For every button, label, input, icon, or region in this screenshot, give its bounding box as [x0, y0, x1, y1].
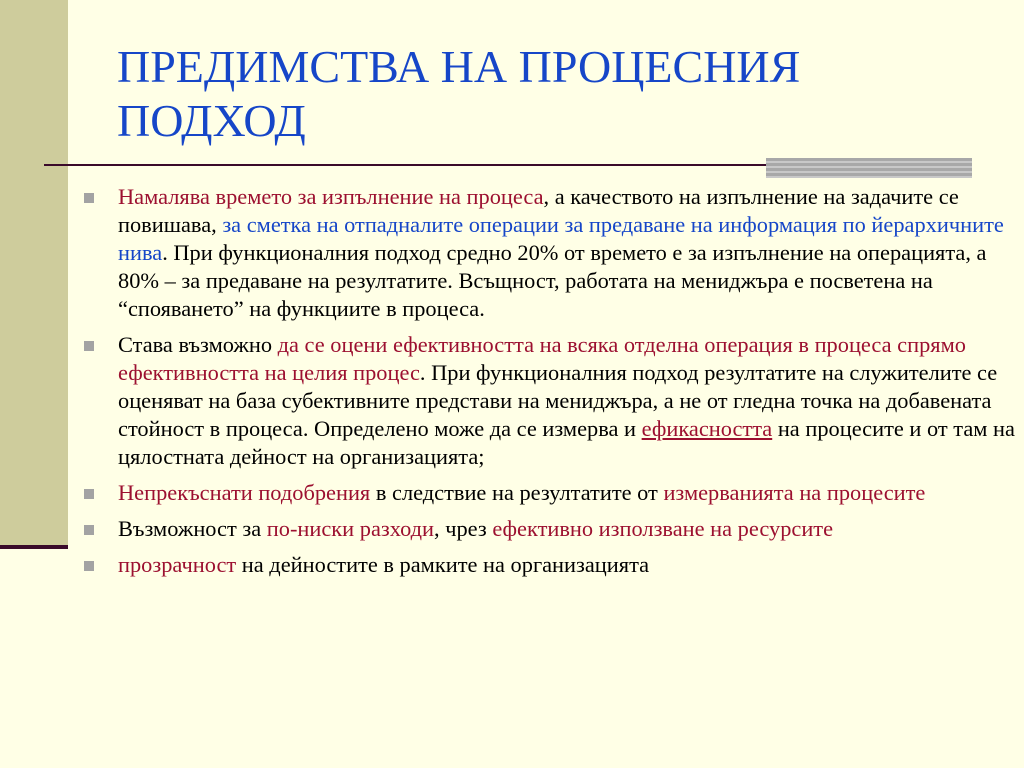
bullet-1-text: , а качеството на изпълнение на задачите се повишава, [118, 184, 959, 237]
square-bullet-icon [84, 525, 94, 535]
square-bullet-icon [84, 341, 94, 351]
bullet-5-highlight: прозрачност [118, 552, 237, 577]
bullet-4-text-2: , чрез [434, 516, 493, 541]
side-decor-band [0, 0, 68, 548]
square-bullet-icon [84, 561, 94, 571]
bullet-4-text: Възможност за [118, 516, 267, 541]
bullet-2-text-3: на процесите и от там на цялостната дейност на организацията; [118, 416, 1015, 469]
square-bullet-icon [84, 489, 94, 499]
bullet-list [82, 183, 1017, 587]
bullet-1-highlight: Намалява времето за изпълнение на процеса [118, 184, 544, 209]
bullet-2-highlight: да се оцени ефективността на всяка отделна операция в процеса спрямо ефективността на целия процес [118, 332, 966, 385]
bullet-4-highlight: по-ниски разходи [266, 516, 435, 541]
bullet-4-highlight-2: ефективно използване на ресурсите [492, 516, 834, 541]
bullet-item-1 [82, 183, 1017, 323]
bullet-item-4 [82, 515, 1017, 543]
bullet-2-text: Става възможно [118, 332, 278, 357]
bullet-1-text-2: . При функционалния подход средно 20% от времето е за изпълнение на операцията, а 80% – за предаване на резултатите. Всъщност, работата на мениджъра е посветена на “спояването” на функциите в процеса. [118, 240, 987, 321]
efficacy-link[interactable]: ефикасността [641, 416, 773, 441]
bullet-3-text: в следствие на резултатите от [370, 480, 664, 505]
slide-title-line-1: ПРЕДИМСТВА НА ПРОЦЕСНИЯ [117, 41, 801, 92]
slide-title [117, 40, 977, 148]
square-bullet-icon [84, 193, 94, 203]
bullet-item-5 [82, 551, 1017, 579]
slide-title-line-2: ПОДХОД [117, 95, 306, 146]
bullet-1-blue-text: за сметка на отпадналите операции за предаване на информация по йерархичните нива [118, 212, 1004, 265]
bullet-3-highlight-2: измерванията на процесите [663, 480, 926, 505]
bullet-item-2 [82, 331, 1017, 471]
bullet-item-3 [82, 479, 1017, 507]
bullet-3-highlight: Непрекъснати подобрения [118, 480, 371, 505]
bullet-2-text-2: . При функционалния подход резултатите на служителите се оценяват на база субективните представи на мениджъра, а не от гледна точка на добавената стойност в процеса. Определено може да се измерва и [118, 360, 998, 441]
bullet-5-text: на дейностите в рамките на организацията [236, 552, 650, 577]
title-divider-accent [766, 158, 972, 178]
side-decor-line [0, 545, 68, 549]
